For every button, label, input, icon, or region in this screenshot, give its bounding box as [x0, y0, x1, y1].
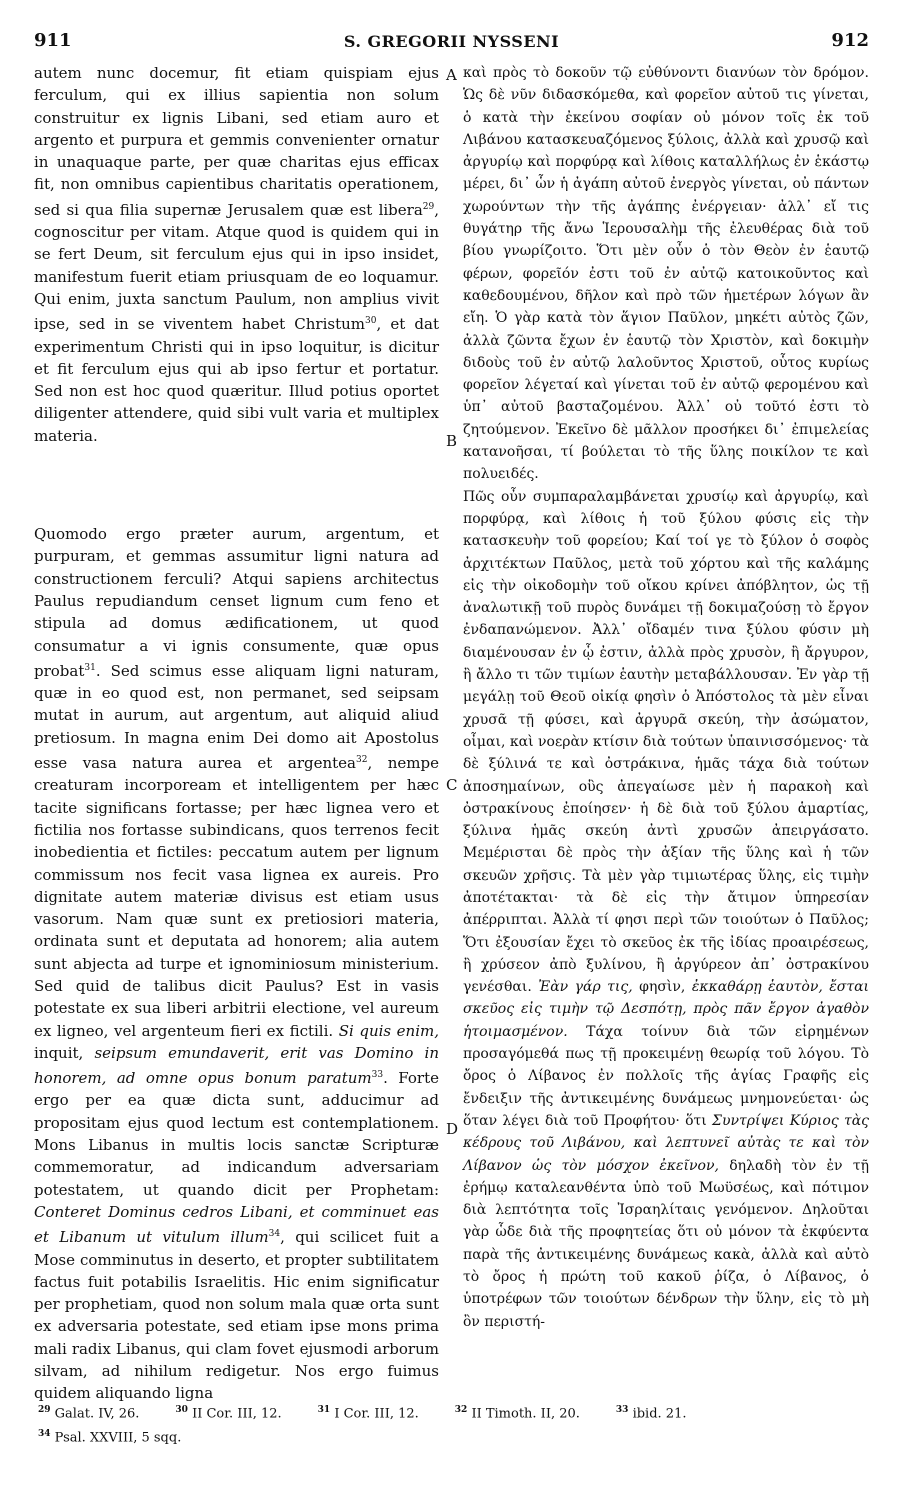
page-number-left: 911: [34, 30, 72, 51]
section-marker-a: A: [446, 66, 457, 84]
footnote: $^{34}$ Psal. XXVIII, 5 sqq.: [38, 1429, 182, 1446]
footnote: $^{33}$ ibid. 21.: [615, 1405, 687, 1422]
footnote: $^{29}$ Galat. IV, 26.: [38, 1405, 140, 1422]
section-marker-d: D: [446, 1120, 459, 1138]
footnote: $^{30}$ II Cor. III, 12.: [175, 1405, 282, 1422]
page-header: [34, 30, 869, 58]
footnote: $^{31}$ I Cor. III, 12.: [317, 1405, 419, 1422]
latin-paragraph-1: autem nunc docemur, fit etiam quispiam ejus ferculum, qui ex illius sapientia non solum construitur ex lignis Libani, sed etiam auro et argento et purpura et gemmis convenienter ornatur in unaquaque parte, per quæ charitas ejus efficax fit, non omnibus capientibus charitatis operationem, sed si qua filia supernæ Jerusalem quæ est libera$^{29}$, cognoscitur per vitam. Atque quod is quidem qui in se fert Deum, sit ferculum ejus qui in ipso insidet, manifestum fuerit etiam priusquam de eo loquamur. Qui enim, juxta sanctum Paulum, non amplius vivit ipse, sed in se viventem habet Christum$^{30}$, et dat experimentum Christi qui in ipso loquitur, is dicitur et fit ferculum ejus qui ab ipso fertur et portatur. Sed non est hoc quod quæritur. Illud potius oportet diligenter attendere, quid sibi vult varia et multiplex materia.: [34, 64, 439, 445]
footnote: $^{32}$ II Timoth. II, 20.: [454, 1405, 580, 1422]
greek-paragraph-1: καὶ πρὸς τὸ δοκοῦν τῷ εὐθύνοντι διανύων τὸν δρόμον. Ὡς δὲ νῦν διδασκόμεθα, καὶ φορεῖον αὐτοῦ τις γίνεται, ὁ κατὰ τὴν ἐκείνου σοφίαν οὐ μόνον τοῖς ἐκ τοῦ Λιβάνου κατασκευαζόμενος ξύλοις, ἀλλὰ καὶ χρυσῷ καὶ ἀργυρίῳ καὶ πορφύρᾳ καὶ λίθοις καταλλήλως ἐν ἑκάστῳ μέρει, δι᾽ ὧν ἡ ἀγάπη αὐτοῦ ἐνεργὸς γίνεται, οὐ πάντων χωρούντων τὴν τῆς ἀγάπης ἐνέργειαν· ἀλλ᾽ εἴ τις θυγάτηρ τῆς ἄνω Ἱερουσαλὴμ τῆς ἐλευθέρας διὰ τοῦ βίου γνωρίζοιτο. Ὅτι μὲν οὖν ὁ τὸν Θεὸν ἐν ἑαυτῷ φέρων, φορεῖόν ἐστι τοῦ ἐν αὐτῷ κατοικοῦντος καὶ καθεδουμένου, δῆλον καὶ πρὸ τῶν ἡμετέρων λόγων ἂν εἴη. Ὁ γὰρ κατὰ τὸν ἅγιον Παῦλον, μηκέτι αὐτὸς ζῶν, ἀλλὰ ζῶντα ἔχων ἐν ἑαυτῷ τὸν Χριστὸν, καὶ δοκιμὴν διδοὺς τοῦ ἐν αὐτῷ λαλοῦντος Χριστοῦ, οὗτος κυρίως φορεῖον λέγεταί καὶ γίνεται τοῦ ἐν αὐτῷ φερομένου καὶ ὑπ᾽ αὐτοῦ βασταζομένου. Ἀλλ᾽ οὐ τοῦτό ἐστι τὸ ζητούμενον. Ἐκεῖνο δὲ μᾶλλον προσήκει δι᾽ ἐπιμελείας κατανοῆσαι, τί βούλεται τὸ τῆς ὕλης ποικίλον τε καὶ πολυειδές.: [463, 65, 869, 483]
footnotes: [38, 1400, 868, 1449]
latin-paragraph-2: Quomodo ergo præter aurum, argentum, et purpuram, et gemmas assumitur ligni natura ad constructionem ferculi? Atqui sapiens architectus Paulus repudiandum censet lignum cum feno et stipula ad domus ædificationem, ut quod consumatur a vi ignis consumente, quæ opus probat$^{31}$. Sed scimus esse aliquam ligni naturam, quæ in eo quod est, non permanet, sed seipsam mutat in aurum, aut argentum, aut aliquid aliud pretiosum. In magna enim Dei domo ait Apostolus esse vasa natura aurea et argentea$^{32}$, nempe creaturam incorpoream et intelligentem per hæc tacite significans fortasse; per hæc lignea vero et fictilia nos fortasse subindicans, quos terrenos fecit inobedientia et fictiles: peccatum autem per lignum commissum nos fecit vasa lignea ex aureis. Pro dignitate autem materiæ divisus est etiam usus vasorum. Nam quæ sunt ex pretiosiori materia, ordinata sunt et deputata ad honorem; alia autem sunt abjecta ad turpe et ignominiosum ministerium. Sed quid de talibus dicit Paulus? Est in vasis potestate ex sua liberi arbitrii electione, vel aureum ex ligneo, vel argenteum fieri ex fictili. Si quis enim, inquit, seipsum emundaverit, erit vas Domino in honorem, ad omne opus bonum paratum$^{33}$. Forte ergo per ea quæ dicta sunt, adducimur ad propositam ejus quod lectum est contemplationem. Mons Libanus in multis locis sanctæ Scripturæ commemoratur, ad indicandum adversariam potestatem, ut quando dicit per Prophetam: Conteret Dominus cedros Libani, et comminuet eas et Libanum ut vitulum illum$^{34}$, qui scilicet fuit a Mose comminutus in deserto, et propter subtilitatem factus fuit potabilis Israelitis. Hic enim significatur per prophetiam, quod non solum mala quæ orta sunt ex adversaria potestate, sed etiam ipse mons prima mali radix Libanus, qui clam fovet ejusmodi arborum silvam, ad nihilum redigetur. Nos ergo fuimus quidem aliquando ligna: [34, 525, 440, 1403]
section-marker-c: C: [446, 776, 458, 794]
greek-paragraph-2: Πῶς οὖν συμπαραλαμβάνεται χρυσίῳ καὶ ἀργυρίῳ, καὶ πορφύρᾳ, καὶ λίθοις ἡ τοῦ ξύλου φύσις εἰς τὴν κατασκευὴν τοῦ φορείου; Καί τοί γε τὸ ξύλον ὁ σοφὸς ἀρχιτέκτων Παῦλος, μετὰ τοῦ χόρτου καὶ τῆς καλάμης εἰς τὴν οἰκοδομὴν τοῦ οἴκου κρίνει ἀπόβλητον, ὡς τῇ ἀναλωτικῇ τοῦ πυρὸς δυνάμει τῇ δοκιμαζούσῃ τὸ ἔργον ἐνδαπανώμενον. Ἀλλ᾽ οἴδαμέν τινα ξύλου φύσιν μὴ διαμένουσαν ἐν ᾧ ἐστιν, ἀλλὰ πρὸς χρυσὸν, ἢ ἄργυρον, ἢ ἄλλο τι τῶν τιμίων ἑαυτὴν μεταβάλλουσαν. Ἐν γὰρ τῇ μεγάλῃ τοῦ Θεοῦ οἰκίᾳ φησὶν ὁ Ἀπόστολος τὰ μὲν εἶναι χρυσᾶ τῇ φύσει, καὶ ἀργυρᾶ σκεύη, τὴν ἀσώματον, οἶμαι, καὶ νοερὰν κτίσιν διὰ τούτων ὑπαινισσόμενος· τὰ δὲ ξύλινά τε καὶ ὀστράκινα, ἡμᾶς τάχα διὰ τούτων ἀποσημαίνων, οὓς ἀπεγαίωσε μὲν ἡ παρακοὴ καὶ ὀστρακίνους ἐποίησεν· ἡ δὲ διὰ τοῦ ξύλου ἁμαρτίας, ξύλινα ἡμᾶς σκεύη ἀντὶ χρυσῶν ἀπειργάσατο. Μεμέρισται δὲ πρὸς τὴν ἀξίαν τῆς ὕλης καὶ ἡ τῶν σκευῶν χρῆσις. Τὰ μὲν γὰρ τιμιωτέρας ὕλης, εἰς τιμὴν ἀποτέτακται· τὰ δὲ εἰς τὴν ἄτιμον ὑπηρεσίαν ἀπέρριπται. Ἀλλὰ τί φησι περὶ τῶν τοιούτων ὁ Παῦλος; Ὅτι ἐξουσίαν ἔχει τὸ σκεῦος ἐκ τῆς ἰδίας προαιρέσεως, ἢ χρύσεον ἀπὸ ξυλίνου, ἢ ἀργύρεον ἀπ᾽ ὀστρακίνου γενέσθαι. Ἐὰν γάρ τις, φησὶν, ἐκκαθάρῃ ἑαυτὸν, ἔσται σκεῦος εἰς τιμὴν τῷ Δεσπότῃ, πρὸς πᾶν ἔργον ἀγαθὸν ἡτοιμασμένον. Τάχα τοίνυν διὰ τῶν εἰρημένων προσαγόμεθά πως τῇ προκειμένῃ θεωρίᾳ τοῦ λόγου. Τὸ ὄρος ὁ Λίβανος ἐν πολλοῖς τῆς ἁγίας Γραφῆς εἰς ἔνδειξιν τῆς ἀντικειμένης δυνάμεως μνημονεύεται· ὡς ὅταν λέγει διὰ τοῦ Προφήτου· ὅτι Συντρίψει Κύριος τὰς κέδρους τοῦ Λιβάνου, καὶ λεπτυνεῖ αὐτὰς τε καὶ τὸν Λίβανον ὡς τὸν μόσχον ἐκεῖνον, δηλαδὴ τὸν ἐν τῇ ἐρήμῳ καταλεανθέντα ὑπὸ τοῦ Μωϋσέως, καὶ πότιμον διὰ λεπτότητα τοῖς Ἰσραηλίταις γενόμενον. Δηλοῦται γὰρ ὧδε διὰ τῆς προφητείας ὅτι οὐ μόνον τὰ ἐκφύεντα παρὰ τῆς ἀντικειμένης δυνάμεως κακὰ, ἀλλὰ καὶ αὐτὸ τὸ ὄρος ἡ πρώτη τοῦ κακοῦ ῥίζα, ὁ Λίβανος, ὁ ὑποτρέφων τῶν τοιούτων δένδρων τὴν ὕλην, εἰς τὸ μὴ ὂν περιστή-: [463, 488, 870, 1330]
page-number-right: 912: [831, 30, 869, 51]
greek-column: [463, 62, 869, 1333]
running-title: S. GREGORII NYSSENI: [343, 32, 560, 51]
section-marker-b: B: [446, 432, 458, 450]
latin-column: [34, 62, 439, 1405]
